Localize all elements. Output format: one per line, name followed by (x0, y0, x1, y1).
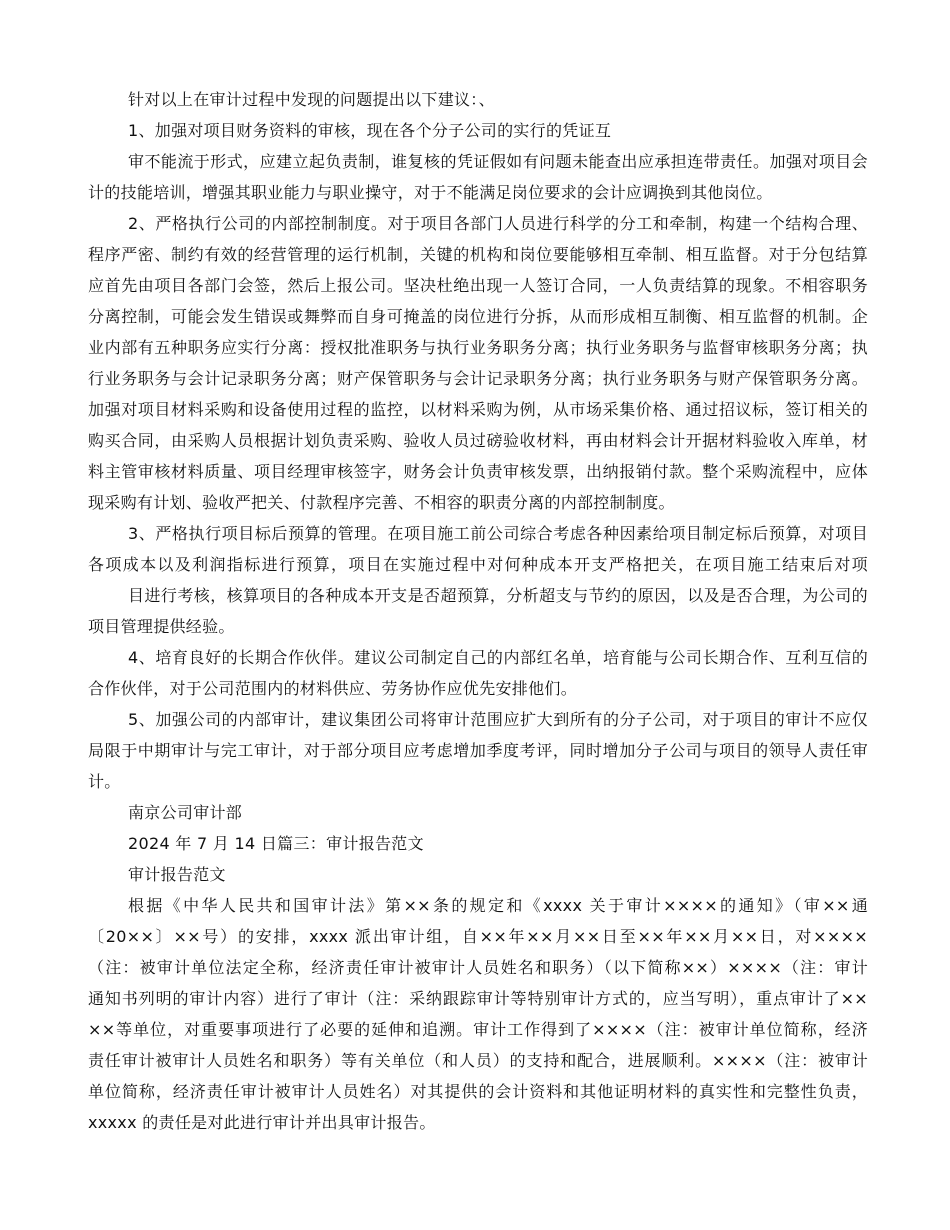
text-line: 业内部有五种职务应实行分离：授权批准职务与执行业务职务分离；执行业务职务与监督审核职务分离；执 (88, 338, 868, 357)
text-line: 计。 (88, 772, 121, 791)
text-line: 审不能流于形式，应建立起负责制，谁复核的凭证假如有问题未能查出应承担连带责任。加强对项目会 (128, 152, 868, 171)
text-line: 各项成本以及利润指标进行预算，项目在实施过程中对何种成本开支严格把关，在项目施工结束后对项 (88, 555, 868, 574)
text-line: 程序严密、制约有效的经营管理的运行机制，关键的机构和岗位要能够相互牵制、相互监督。对于分包结算 (88, 245, 868, 264)
text-line: 项目管理提供经验。 (88, 617, 235, 636)
text-line: 通知书列明的审计内容）进行了审计（注：采纳跟踪审计等特别审计方式的，应当写明），重点审计了×× (88, 989, 868, 1008)
text-line: 现采购有计划、验收严把关、付款程序完善、不相容的职责分离的内部控制制度。 (88, 493, 675, 512)
text-line: （注：被审计单位法定全称，经济责任审计被审计人员姓名和职务）（以下简称××）××××（注：审计 (88, 958, 868, 977)
signature-org: 南京公司审计部 (128, 803, 243, 822)
text-line: xxxxx 的责任是对此进行审计并出具审计报告。 (88, 1113, 436, 1132)
text-line: 合作伙伴，对于公司范围内的材料供应、劳务协作应优先安排他们。 (88, 679, 578, 698)
text-line: 加强对项目材料采购和设备使用过程的监控，以材料采购为例，从市场采集价格、通过招议标，签订相关的 (88, 400, 868, 419)
text-line: 购买合同，由采购人员根据计划负责采购、验收人员过磅验收材料，再由材料会计开据材料验收入库单，材 (88, 431, 868, 450)
text-line: 3、严格执行项目标后预算的管理。在项目施工前公司综合考虑各种因素给项目制定标后预算，对项目 (128, 524, 868, 543)
text-line: 针对以上在审计过程中发现的问题提出以下建议：、 (128, 90, 495, 109)
signature-date: 2024 年 7 月 14 日篇三：审计报告范文 (128, 834, 424, 853)
section-title: 审计报告范文 (128, 865, 226, 884)
text-line: 4、培育良好的长期合作伙伴。建议公司制定自己的内部红名单，培育能与公司长期合作、互利互信的 (128, 648, 868, 667)
text-line: 1、加强对项目财务资料的审核，现在各个分子公司的实行的凭证互 (128, 121, 612, 140)
text-line: 〔20××〕××号）的安排，xxxx 派出审计组，自××年××月××日至××年××月××日，对×××× (88, 927, 868, 946)
text-line: 单位简称，经济责任审计被审计人员姓名）对其提供的会计资料和其他证明材料的真实性和完整性负责， (88, 1082, 868, 1101)
text-line: 行业务职务与会计记录职务分离；财产保管职务与会计记录职务分离；执行业务职务与财产保管职务分离。 (88, 369, 868, 388)
text-line: 应首先由项目各部门会签，然后上报公司。坚决杜绝出现一人签订合同，一人负责结算的现象。不相容职务 (88, 276, 868, 295)
text-line: 目进行考核，核算项目的各种成本开支是否超预算，分析超支与节约的原因，以及是否合理，为公司的 (128, 586, 868, 605)
text-line: 料主管审核材料质量、项目经理审核签字，财务会计负责审核发票，出纳报销付款。整个采购流程中，应体 (88, 462, 868, 481)
text-line: 责任审计被审计人员姓名和职务）等有关单位（和人员）的支持和配合，进展顺利。××××（注：被审计 (88, 1051, 868, 1070)
text-line: 5、加强公司的内部审计，建议集团公司将审计范围应扩大到所有的分子公司，对于项目的审计不应仅 (128, 710, 868, 729)
text-line: 根据《中华人民共和国审计法》第××条的规定和《xxxx 关于审计××××的通知》（审××通 (128, 896, 868, 915)
text-line: 计的技能培训，增强其职业能力与职业操守，对于不能满足岗位要求的会计应调换到其他岗位。 (88, 183, 773, 202)
text-line: 局限于中期审计与完工审计，对于部分项目应考虑增加季度考评，同时增加分子公司与项目的领导人责任审 (88, 741, 868, 760)
document-page (88, 84, 868, 1138)
text-line: ××等单位，对重要事项进行了必要的延伸和追溯。审计工作得到了××××（注：被审计单位简称，经济 (88, 1020, 868, 1039)
text-line: 分离控制，可能会发生错误或舞弊而自身可掩盖的岗位进行分拆，从而形成相互制衡、相互监督的机制。企 (88, 307, 868, 326)
text-line: 2、严格执行公司的内部控制制度。对于项目各部门人员进行科学的分工和牵制，构建一个结构合理、 (128, 214, 868, 233)
